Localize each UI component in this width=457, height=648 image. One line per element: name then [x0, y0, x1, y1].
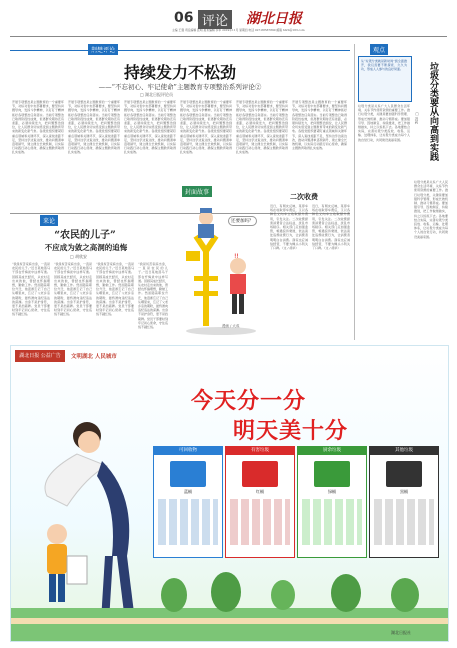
cartoon	[176, 196, 266, 336]
tree-1	[161, 578, 187, 612]
bin-items-1	[158, 499, 218, 545]
header	[0, 0, 457, 40]
poster-logo: 湖北日报 公益广告	[15, 350, 65, 362]
bin-panel-3	[297, 446, 367, 558]
article1-body-col3: 开展专项整治是主题教育的一个重要环节，对标对表中央部署要求，要坚持问题导向，发扬斗争精神，以钉钉子精神抓好各项整治任务落实。当前专项整治已取得阶段性成效，但离群众期待还有差距，必须持续发力，把问题整治到位，让人民群众切实感受到主题教育带来的新变化新气象。各级党组织要紧盯重点领域和关键环节，深入查找差距不足，坚持边学边查边改，推动问题清单逐项销号，建立健全长效机制，以实际行动践行初心使命，确保主题教育取得扎实成效。	[124, 100, 176, 155]
article1-body-col5: 开展专项整治是主题教育的一个重要环节，对标对表中央部署要求，要坚持问题导向，发扬斗争精神，以钉钉子精神抓好各项整治任务落实。当前专项整治已取得阶段性成效，但离群众期待还有差距，必须持续发力，把问题整治到位，让人民群众切实感受到主题教育带来的新变化新气象。各级党组织要紧盯重点领域和关键环节，深入查找差距不足，坚持边学边查边改，推动问题清单逐项销号，建立健全长效机制，以实际行动践行初心使命，确保主题教育取得扎实成效。	[236, 100, 288, 155]
column-byline: □ 冯莉	[415, 112, 419, 125]
bin-items-4	[374, 499, 434, 545]
article2-body-col4: “我是贫苦家庭出身，一直是农民的儿子。”近日某地落马干部在忏悔录中这样写道。回顾其成长经历，从农村走出来的他，曾经也怀揣理想，勤勉工作。然而随着职位升迁，他逐渐忘记了自己从哪里来，忘记了父老乡亲的期盼，最终滑向违纪违法的深渊。出身不是护身符，更不是挡箭牌。党员干部要时刻牢记初心使命，守住底线不越红线。	[138, 262, 168, 330]
tree-3	[271, 580, 295, 610]
hazardous-bin-icon	[242, 461, 278, 487]
bin-name-2: 红桶	[256, 489, 264, 494]
article2-body-col1: “我是贫苦家庭出身，一直是农民的儿子。”近日某地落马干部在忏悔录中这样写道。回顾其成长经历，从农村走出来的他，曾经也怀揣理想，勤勉工作。然而随着职位升迁，他逐渐忘记了自己从哪里来，忘记了父老乡亲的期盼，最终滑向违纪违法的深渊。出身不是护身符，更不是挡箭牌。党员干部要时刻牢记初心使命，守住底线不越红线。	[12, 262, 50, 317]
cartoon-tag: 封面故事	[182, 186, 212, 197]
article2-body-col2: “我是贫苦家庭出身，一直是农民的儿子。”近日某地落马干部在忏悔录中这样写道。回顾其成长经历，从农村走出来的他，曾经也怀揣理想，勤勉工作。然而随着职位升迁，他逐渐忘记了自己从哪里来，忘记了父老乡亲的期盼，最终滑向违纪违法的深渊。出身不是护身符，更不是挡箭牌。党员干部要时刻牢记初心使命，守住底线不越红线。	[54, 262, 92, 317]
article3-body-col1: 近日，有网友反映，某停车场在收取停车费后，又以各种名义向车主收取额外费用，引发关注。二次收费损害消费者合法权益，扰乱市场秩序。相关部门应加强监管，畅通投诉渠道，依法查处违规收费行为，让消费者明明白白消费。商家也应诚信经营，不要为蝇头小利失了口碑。（文 / 胡华）	[270, 204, 308, 251]
poster-footer: 湖北日报社	[391, 630, 411, 635]
bin-panel-2	[225, 446, 295, 558]
cartoon-caption: 漫画 / 大成	[222, 324, 240, 328]
article2-title: “农民的儿子”	[54, 230, 116, 241]
tree-2	[211, 572, 241, 612]
bin-label-4: 其他垃圾	[370, 447, 438, 455]
article1-body-col6: 开展专项整治是主题教育的一个重要环节，对标对表中央部署要求，要坚持问题导向，发扬斗争精神，以钉钉子精神抓好各项整治任务落实。当前专项整治已取得阶段性成效，但离群众期待还有差距，必须持续发力，把问题整治到位，让人民群众切实感受到主题教育带来的新变化新气象。各级党组织要紧盯重点领域和关键环节，深入查找差距不足，坚持边学边查边改，推动问题清单逐项销号，建立健全长效机制，以实际行动践行初心使命，确保主题教育取得扎实成效。	[292, 100, 347, 151]
article2-tag: 来论	[40, 215, 58, 226]
poster-family-illustration	[17, 406, 157, 636]
bin-name-1: 蓝桶	[184, 489, 192, 494]
column-tag: 观点	[370, 44, 388, 55]
poster-title-1: 今天分一分	[191, 389, 307, 414]
article2-body-col3: “我是贫苦家庭出身，一直是农民的儿子。”近日某地落马干部在忏悔录中这样写道。回顾其成长经历，从农村走出来的他，曾经也怀揣理想，勤勉工作。然而随着职位升迁，他逐渐忘记了自己从哪里来，忘记了父老乡亲的期盼，最终滑向违纪违法的深渊。出身不是护身符，更不是挡箭牌。党员干部要时刻牢记初心使命，守住底线不越红线。	[96, 262, 134, 317]
column-rule	[354, 44, 355, 340]
bin-name-3: 绿桶	[328, 489, 336, 494]
other-waste-bin-icon	[386, 461, 422, 487]
tree-4	[331, 574, 361, 612]
article1-title: 持续发力不松劲	[123, 63, 236, 82]
header-rule	[10, 36, 447, 37]
article3-title: 二次收费	[290, 192, 318, 201]
svg-text:!!: !!	[234, 253, 239, 260]
article1-byline: □ 湖北日报评论员	[140, 92, 174, 97]
bin-panel-1	[153, 446, 223, 558]
bin-label-1: 可回收物	[154, 447, 222, 455]
article1-body-col2: 开展专项整治是主题教育的一个重要环节，对标对表中央部署要求，要坚持问题导向，发扬斗争精神，以钉钉子精神抓好各项整治任务落实。当前专项整治已取得阶段性成效，但离群众期待还有差距，必须持续发力，把问题整治到位，让人民群众切实感受到主题教育带来的新变化新气象。各级党组织要紧盯重点领域和关键环节，深入查找差距不足，坚持边学边查边改，推动问题清单逐项销号，建立健全长效机制，以实际行动践行初心使命，确保主题教育取得扎实成效。	[68, 100, 120, 155]
article1-body-col4: 开展专项整治是主题教育的一个重要环节，对标对表中央部署要求，要坚持问题导向，发扬斗争精神，以钉钉子精神抓好各项整治任务落实。当前专项整治已取得阶段性成效，但离群众期待还有差距，必须持续发力，把问题整治到位，让人民群众切实感受到主题教育带来的新变化新气象。各级党组织要紧盯重点领域和关键环节，深入查找差距不足，坚持边学边查边改，推动问题清单逐项销号，建立健全长效机制，以实际行动践行初心使命，确保主题教育取得扎实成效。	[180, 100, 232, 155]
ground	[11, 608, 448, 641]
section-name: 评论	[198, 10, 232, 29]
article1-body-col1: 开展专项整治是主题教育的一个重要环节，对标对表中央部署要求，要坚持问题导向，发扬斗争精神，以钉钉子精神抓好各项整治任务落实。当前专项整治已取得阶段性成效，但离群众期待还有差距，必须持续发力，把问题整治到位，让人民群众切实感受到主题教育带来的新变化新气象。各级党组织要紧盯重点领域和关键环节，深入查找差距不足，坚持边学边查边改，推动问题清单逐项销号，建立健全长效机制，以实际行动践行初心使命，确保主题教育取得扎实成效。	[12, 100, 64, 155]
bin-items-3	[302, 499, 362, 545]
column-title: 垃圾分类要从向高到实践	[428, 62, 438, 161]
paper-name: 湖北日报	[246, 11, 302, 27]
bin-label-3: 厨余垃圾	[298, 447, 366, 455]
bin-label-2: 有害垃圾	[226, 447, 294, 455]
article2-subtitle: 不应成为敛之高洞的追悔	[44, 243, 128, 252]
bin-name-4: 黑桶	[400, 489, 408, 494]
page-number: 06	[174, 10, 194, 26]
path	[11, 618, 448, 624]
article1-subtitle: ——“不忘初心、牢记使命”主题教育专项整治系列评论②	[98, 83, 262, 91]
kitchen-waste-bin-icon	[314, 461, 350, 487]
article1-tag-rule	[10, 50, 350, 51]
article2-byline: □ 胡欣安	[70, 254, 88, 259]
recyclable-bin-icon	[170, 461, 206, 487]
cartoon-speech: 还要加吗？	[228, 216, 257, 226]
column-quote: 从“垃圾分类就是新时尚”到全面推开，我们需要不断探索、久久为功，形成人人参与的良好局面。	[361, 59, 407, 72]
header-meta: 主编 王强 责任编辑 张明 美术编辑 李华 2019年11月 星期四 电话 027-88567890 邮箱 hbrb@163.com	[172, 28, 305, 32]
poster-sponsor: 文明湖北 人民城市	[71, 354, 117, 360]
bin-items-2	[230, 499, 290, 545]
column-body-2: 垃圾分类是关系广大人民群众生活环境、关系节约使用资源的重要工作。推行垃圾分类，关键是要加强科学管理、形成长效机制、推动习惯养成。要加强引导、因地制宜、持续推进，把工作做细做实，持之以恒抓下去。各地要结合实际，完善垃圾分类投放、收集、运输、处理体系，让垃圾分类成为每个人的自觉行动，共同建设美丽家园。	[414, 180, 448, 239]
tree-5	[391, 578, 419, 612]
bin-panel-4	[369, 446, 439, 558]
column-body-1: 垃圾分类是关系广大人民群众生活环境、关系节约使用资源的重要工作。推行垃圾分类，关键是要加强科学管理、形成长效机制、推动习惯养成。要加强引导、因地制宜、持续推进，把工作做细做实，持之以恒抓下去。各地要结合实际，完善垃圾分类投放、收集、运输、处理体系，让垃圾分类成为每个人的自觉行动，共同建设美丽家园。	[358, 104, 410, 142]
poster-title-2: 明天美十分	[233, 419, 349, 444]
poster	[10, 345, 449, 642]
article3-body-col2: 近日，有网友反映，某停车场在收取停车费后，又以各种名义向车主收取额外费用，引发关注。二次收费损害消费者合法权益，扰乱市场秩序。相关部门应加强监管，畅通投诉渠道，依法查处违规收费行为，让消费者明明白白消费。商家也应诚信经营，不要为蝇头小利失了口碑。（文 / 胡华）	[312, 204, 350, 251]
